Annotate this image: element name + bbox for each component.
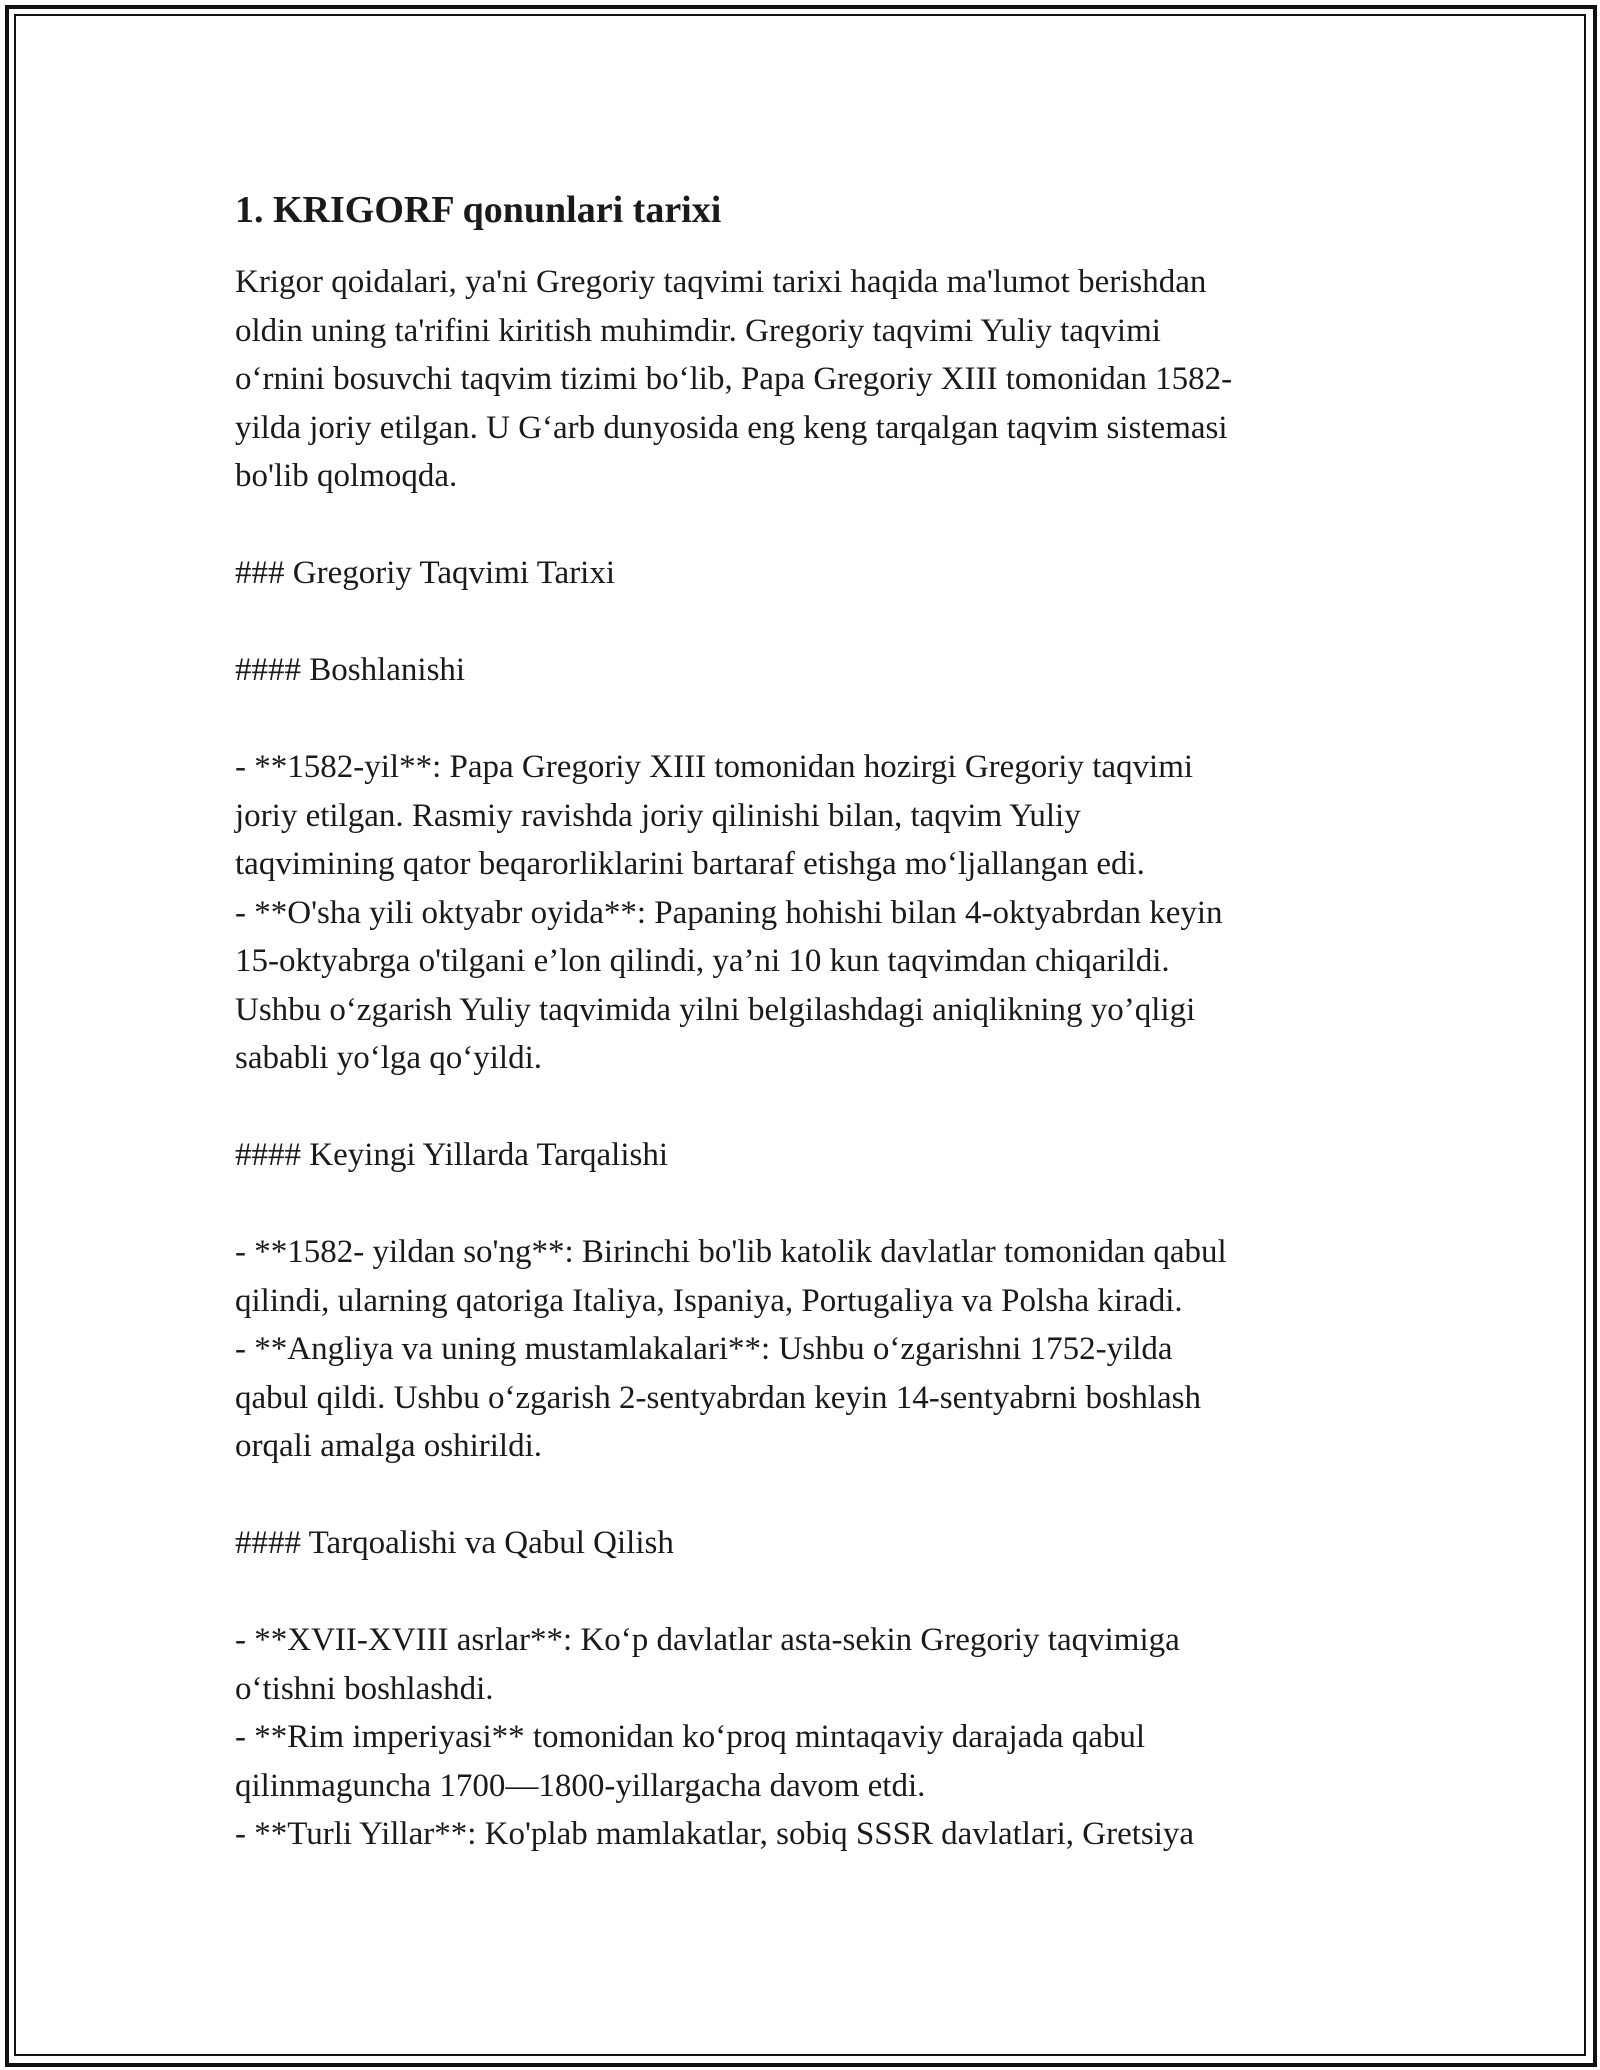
intro-paragraph: Krigor qoidalari, ya'ni Gregoriy taqvimi tarixi haqida ma'lumot berishdan oldin uning ta'rifini kiritish muhimdir. Gregoriy taqvimi Yuliy taqvimi o‘rnini bosuvchi taqvim tizimi bo‘lib, Papa Gregoriy XIII tomonidan 1582- yilda joriy etilgan. U G‘arb dunyosida eng keng tarqalgan taqvim sistemasi bo'lib qolmoqda. — [235, 264, 1233, 494]
spacer — [235, 1471, 1375, 1520]
heading-start: #### Boshlanishi — [235, 652, 466, 688]
spacer — [235, 695, 1375, 744]
start-list: - **1582-yil**: Papa Gregoriy XIII tomonidan hozirgi Gregoriy taqvimi joriy etilgan. Rasmiy ravishda joriy qilinishi bilan, taqvim Yuliy taqvimining qator beqarorliklarini bartaraf etishga mo‘ljallangan edi. - **O'sha yili oktyabr oyida**: Papaning hohishi bilan 4-oktyabrdan keyin 15-oktyabrga o'tilgani e’lon qilindi, ya’ni 10 kun taqvimdan chiqarildi. Ushbu o‘zgarish Yuliy taqvimida yilni belgilashdagi aniqlikning yo’qligi sababli yo‘lga qo‘yildi. — [235, 749, 1223, 1076]
spacer — [235, 1083, 1375, 1132]
heading-spread: #### Keyingi Yillarda Tarqalishi — [235, 1137, 669, 1173]
spread-list: - **1582- yildan so'ng**: Birinchi bo'lib katolik davlatlar tomonidan qabul qilindi, ularning qatoriga Italiya, Ispaniya, Portugaliya va Polsha kiradi. - **Angliya va uning mustamlakalari**: Ushbu o‘zgarishni 1752-yilda qabul qildi. Ushbu o‘zgarish 2-sentyabrdan keyin 14-sentyabrni boshlash orqali amalga oshirildi. — [235, 1234, 1227, 1464]
heading-history: ### Gregoriy Taqvimi Tarixi — [235, 555, 616, 591]
spacer — [235, 1568, 1375, 1617]
spacer — [235, 501, 1375, 550]
document-title: 1. KRIGORF qonunlari tarixi — [235, 189, 722, 231]
adoption-list: - **XVII-XVIII asrlar**: Ko‘p davlatlar asta-sekin Gregoriy taqvimiga o‘tishni boshlashdi. - **Rim imperiyasi** tomonidan ko‘proq mintaqaviy darajada qabul qilinmaguncha 1700—1800-yillargacha davom etdi. - **Turli Yillar**: Ko'plab mamlakatlar, sobiq SSSR davlatlari, Gretsiya — [235, 1622, 1195, 1852]
heading-adoption: #### Tarqoalishi va Qabul Qilish — [235, 1525, 674, 1561]
spacer — [235, 1180, 1375, 1229]
spacer — [235, 598, 1375, 647]
document-body — [235, 186, 1375, 1859]
